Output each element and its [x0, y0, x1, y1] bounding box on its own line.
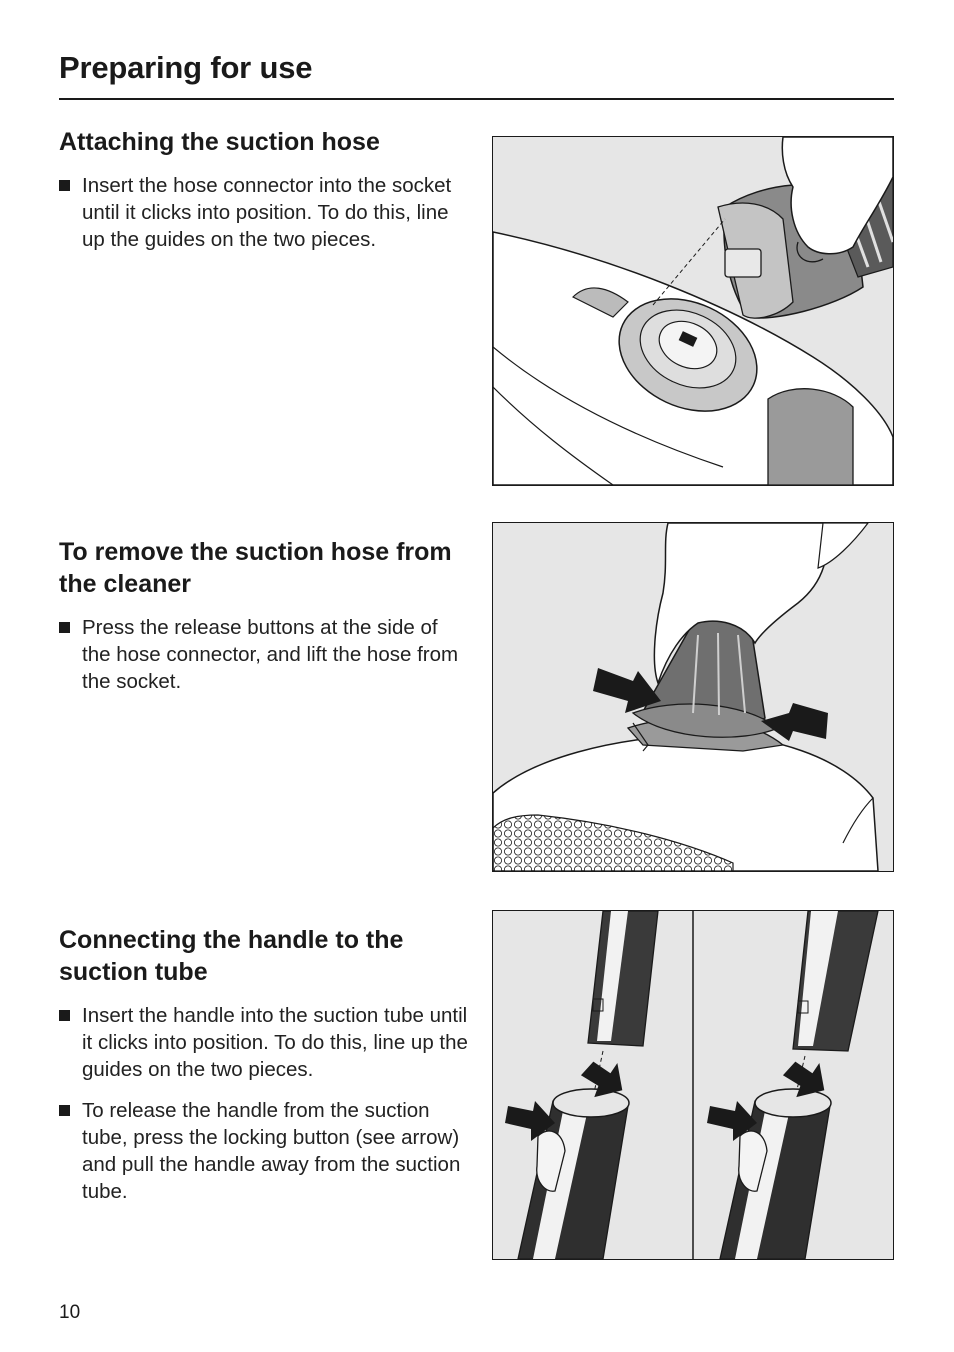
page-title: Preparing for use [59, 50, 313, 85]
illustration-attach-hose [492, 136, 894, 486]
illustration-handle-tube [492, 910, 894, 1260]
bullet-item: Insert the handle into the suction tube until it clicks into position. To do this, line up the guides on the two pieces. [59, 1002, 469, 1083]
page-number: 10 [59, 1302, 81, 1323]
attach-hose-drawing [493, 137, 893, 485]
section-heading: Connecting the handle to the suction tube [59, 926, 404, 986]
section-heading: Attaching the suction hose [59, 128, 380, 156]
bullet-list [59, 1002, 469, 1205]
title-divider [59, 98, 894, 100]
bullet-list [59, 614, 469, 695]
handle-tube-drawing [493, 911, 893, 1259]
bullet-item: To release the handle from the suction tube, press the locking button (see arrow) and pull the handle away from the suction tube. [59, 1097, 469, 1205]
bullet-item: Press the release buttons at the side of the hose connector, and lift the hose from the socket. [59, 614, 469, 695]
section-attaching-hose [59, 126, 469, 267]
section-connecting-handle [59, 924, 469, 1219]
remove-hose-drawing [493, 523, 893, 871]
section-remove-hose [59, 536, 469, 709]
section-heading: To remove the suction hose from the cleaner [59, 538, 452, 598]
bullet-list [59, 172, 469, 253]
bullet-item: Insert the hose connector into the socket until it clicks into position. To do this, line up the guides on the two pieces. [59, 172, 469, 253]
illustration-remove-hose [492, 522, 894, 872]
